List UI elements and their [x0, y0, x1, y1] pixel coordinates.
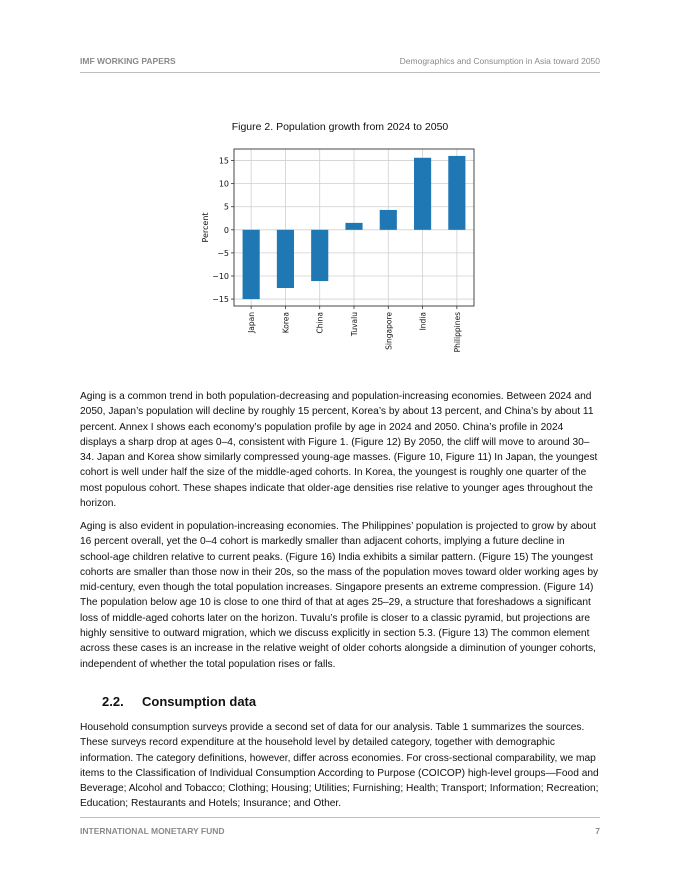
y-tick-label: −5: [217, 248, 229, 258]
section-heading: [102, 694, 256, 709]
bar-singapore: [380, 210, 397, 230]
x-tick-label-tuvalu: Tuvalu: [350, 312, 359, 337]
x-tick-label-china: China: [315, 312, 325, 334]
bar-china: [311, 230, 328, 281]
header-paper-title: Demographics and Consumption in Asia toward 2050: [399, 56, 600, 66]
paragraph-consumption-data: Household consumption surveys provide a second set of data for our analysis. Table 1 summarizes the sources. These surveys record expenditure at the household level by detailed category, together with demographic information. The category definitions, however, differ across economies. For cross-sectional comparability, we map items to the Classification of Individual Consumption According to Purpose (COICOP) high-level groups—Food and Beverage; Alcohol and Tobacco; Clothing; Housing; Utilities; Furnishing; Health; Transport; Information; Recreation; Education; Restaurants and Hotels; Insurance; and Other.: [80, 722, 599, 810]
bar-japan: [243, 230, 260, 299]
page-footer: [80, 817, 600, 840]
y-tick-label: −15: [212, 295, 229, 305]
page-header: [80, 56, 600, 73]
footer-org: INTERNATIONAL MONETARY FUND: [80, 826, 225, 836]
x-tick-label-singapore: Singapore: [384, 312, 394, 350]
bar-india: [414, 158, 431, 230]
section-number: 2.2.: [102, 694, 124, 709]
x-tick-label-philippines: Philippines: [452, 312, 462, 353]
bar-tuvalu: [345, 223, 362, 230]
y-tick-label: 10: [218, 179, 229, 189]
figure-title: Figure 2. Population growth from 2024 to 2050: [231, 121, 449, 133]
y-tick-label: 15: [218, 156, 229, 166]
section-title: Consumption data: [142, 694, 257, 709]
paragraph-aging-decreasing: Aging is a common trend in both population-decreasing and population-increasing economies. Between 2024 and 2050, Japan’s population will decline by roughly 15 percent, Korea’s by about 13 percent, and China’s by about 11 percent. Annex I shows each economy’s population profile by age in 2024 and 2050. China’s profile in 2024 displays a sharp drop at ages 0–4, consistent with Figure 1. (Figure 12) By 2050, the cliff will move to around 30–34. Japan and Korea show similarly compressed young-age masses. (Figure 10, Figure 11) In Japan, the youngest cohort is well under half the size of the middle-aged cohorts. In Korea, the youngest is roughly one quarter of the most populous cohort. These shapes indicate that older-age densities rise relative to younger ages throughout the horizon.: [80, 391, 598, 510]
population-growth-chart: [196, 143, 486, 358]
x-tick-label-korea: Korea: [281, 312, 291, 334]
x-tick-label-india: India: [418, 312, 428, 331]
y-tick-label: −10: [212, 271, 229, 281]
bar-korea: [277, 230, 294, 288]
x-tick-label-japan: Japan: [247, 312, 257, 333]
y-tick-label: 5: [223, 202, 229, 212]
header-series: IMF WORKING PAPERS: [80, 56, 176, 66]
page-number: 7: [595, 826, 600, 836]
bar-philippines: [448, 156, 465, 230]
y-tick-label: 0: [223, 225, 229, 235]
y-axis-label: Percent: [201, 212, 210, 243]
paragraph-aging-increasing: Aging is also evident in population-increasing economies. The Philippines’ population is projected to grow by about 16 percent overall, yet the 0–4 cohort is markedly smaller than adjacent cohorts, implying a future decline in school-age children relative to current peaks. (Figure 16) India exhibits a similar pattern. (Figure 15) The youngest cohorts are smaller than those now in their 20s, so the mass of the population moves toward older working ages by mid-century, even though the total population increases. Singapore presents an extreme compression. (Figure 14) The population below age 10 is close to one third of that at ages 25–29, a structure that foreshadows a significant loss of middle-aged cohorts later on the horizon. Tuvalu’s profile is closer to a classic pyramid, but projections are highly sensitive to outward migration, which we discuss explicitly in section 5.3. (Figure 13) The common element across these cases is an increase in the relative weight of older cohorts alongside a diminution of younger cohorts, independent of whether the total population rises or falls.: [80, 521, 599, 670]
